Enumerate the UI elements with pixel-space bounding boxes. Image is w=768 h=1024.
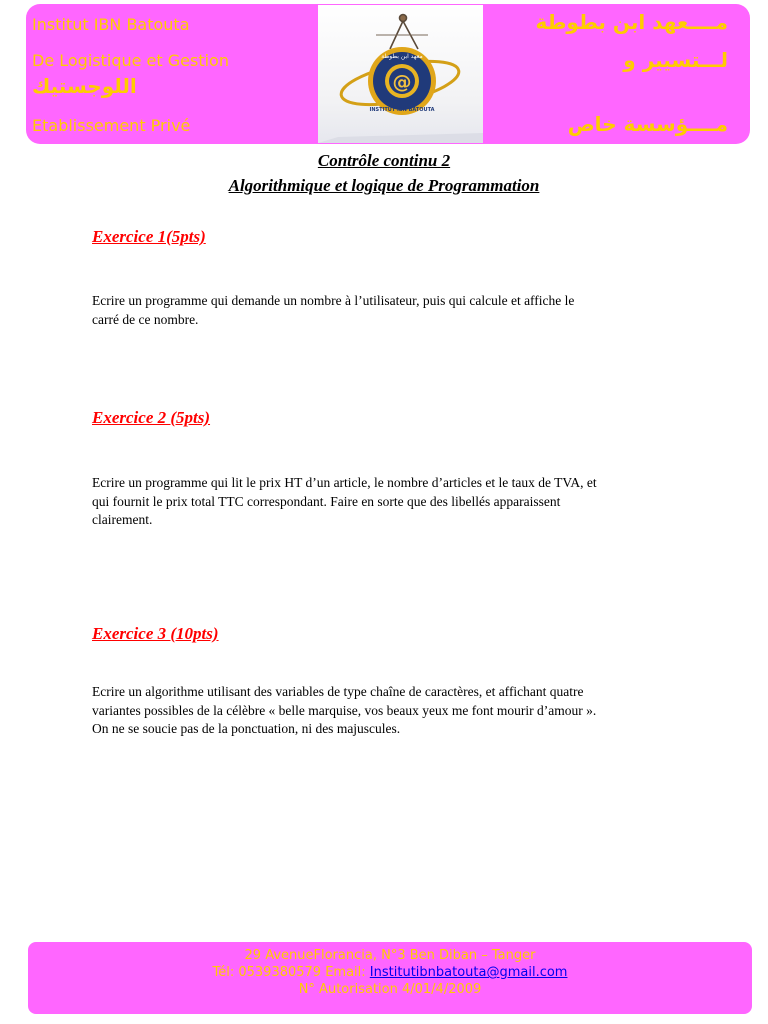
institute-name-ar: مــــعهد ابن بطوطة	[535, 10, 728, 34]
footer-phone: Tél: 0539380579 Email:	[212, 965, 370, 980]
exercise-3-text	[92, 683, 692, 739]
exercise-1-line-1: Ecrire un programme qui demande un nombre à l’utilisateur, puis qui calcule et affiche le	[92, 293, 575, 308]
footer-email-link[interactable]: Institutibnbatouta@gmail.com	[369, 965, 568, 980]
exercise-1-text	[92, 292, 692, 329]
exercise-3-title: Exercice 3 (10pts)	[92, 624, 219, 643]
exercise-3-line-2: variantes possibles de la célèbre « belle marquise, vos beaux yeux me font mourir d’amour ».	[92, 702, 597, 718]
footer-authorization: N° Autorisation 4/01/4/2009	[298, 982, 482, 997]
compass-icon	[376, 15, 428, 50]
institute-subtitle-ar: اللوجستيك	[32, 74, 137, 98]
exercise-2-line-1: Ecrire un programme qui lit le prix HT d’un article, le nombre d’articles et le taux de TVA, et	[92, 475, 597, 490]
institute-name-fr: Institut IBN Batouta	[32, 15, 190, 34]
logo-ring-text: INSTITUT IBN BATOUTA	[369, 107, 435, 113]
institute-management-ar: لـــتسيير و	[623, 48, 728, 72]
exercise-2-line-3: clairement.	[92, 512, 153, 527]
exercise-1-line-2: carré de ce nombre.	[92, 311, 199, 327]
exercise-2-title: Exercice 2 (5pts)	[92, 408, 211, 427]
exercise-2-line-2: qui fournit le prix total TTC correspondant. Faire en sorte que des libellés apparaissent	[92, 493, 561, 509]
logo-symbol: @	[392, 71, 412, 93]
establishment-type-ar: مــــؤسسة خاص	[567, 112, 728, 136]
footer-address: 29 AvenueFlorancia, N°3 Ben Diban – Tanger	[244, 948, 536, 963]
exercise-1-title: Exercice 1(5pts)	[92, 227, 206, 246]
footer-contact	[28, 964, 752, 981]
exercise-3-line-3: On ne se soucie pas de la ponctuation, ni des majuscules.	[92, 721, 401, 736]
logo-inner-text: معهد ابن بطوطة	[381, 53, 423, 60]
exercise-3-line-1: Ecrire un algorithme utilisant des variables de type chaîne de caractères, et affichant quatre	[92, 684, 584, 699]
footer-banner	[28, 942, 752, 1014]
document-title: Contrôle continu 2	[317, 151, 451, 170]
institute-subtitle-fr: De Logistique et Gestion	[32, 51, 229, 70]
institute-logo	[318, 5, 483, 143]
establishment-type-fr: Etablissement Privé	[32, 116, 191, 135]
header-banner	[26, 4, 750, 144]
document-subtitle: Algorithmique et logique de Programmation	[228, 176, 540, 195]
exercise-2-text	[92, 474, 692, 530]
